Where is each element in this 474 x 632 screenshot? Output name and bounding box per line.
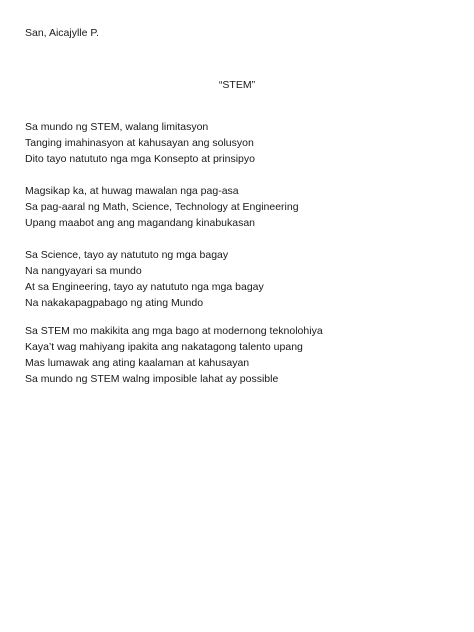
poem-line: Dito tayo natututo nga mga Konsepto at prinsipyo xyxy=(25,153,255,165)
poem-line: Sa mundo ng STEM, walang limitasyon xyxy=(25,121,209,133)
stanza-2 xyxy=(25,183,299,231)
stanza-3 xyxy=(25,247,264,311)
poem-line: Na nangyayari sa mundo xyxy=(25,265,142,277)
poem-line: Upang maabot ang ang magandang kinabukasan xyxy=(25,217,256,229)
poem-line: Sa pag-aaral ng Math, Science, Technology at Engineering xyxy=(25,201,299,213)
poem-line: Na nakakapagpabago ng ating Mundo xyxy=(25,297,204,309)
poem-line: Tanging imahinasyon at kahusayan ang solusyon xyxy=(25,137,254,149)
poem-line: Sa STEM mo makikita ang mga bago at modernong teknolohiya xyxy=(25,325,323,337)
poem-line: Kaya’t wag mahiyang ipakita ang nakatagong talento upang xyxy=(25,341,303,353)
poem-line: Mas lumawak ang ating kaalaman at kahusayan xyxy=(25,357,250,369)
poem-line: Magsikap ka, at huwag mawalan nga pag-asa xyxy=(25,185,239,197)
poem-line: Sa Science, tayo ay natututo ng mga bagay xyxy=(25,249,229,261)
stanza-4 xyxy=(25,323,323,387)
author-name: San, Aicajylle P. xyxy=(25,27,99,39)
poem-line: At sa Engineering, tayo ay natututo nga mga bagay xyxy=(25,281,264,293)
poem-title: “STEM” xyxy=(218,79,256,91)
stanza-1 xyxy=(25,119,255,167)
poem-line: Sa mundo ng STEM walng imposible lahat ay possible xyxy=(25,373,279,385)
